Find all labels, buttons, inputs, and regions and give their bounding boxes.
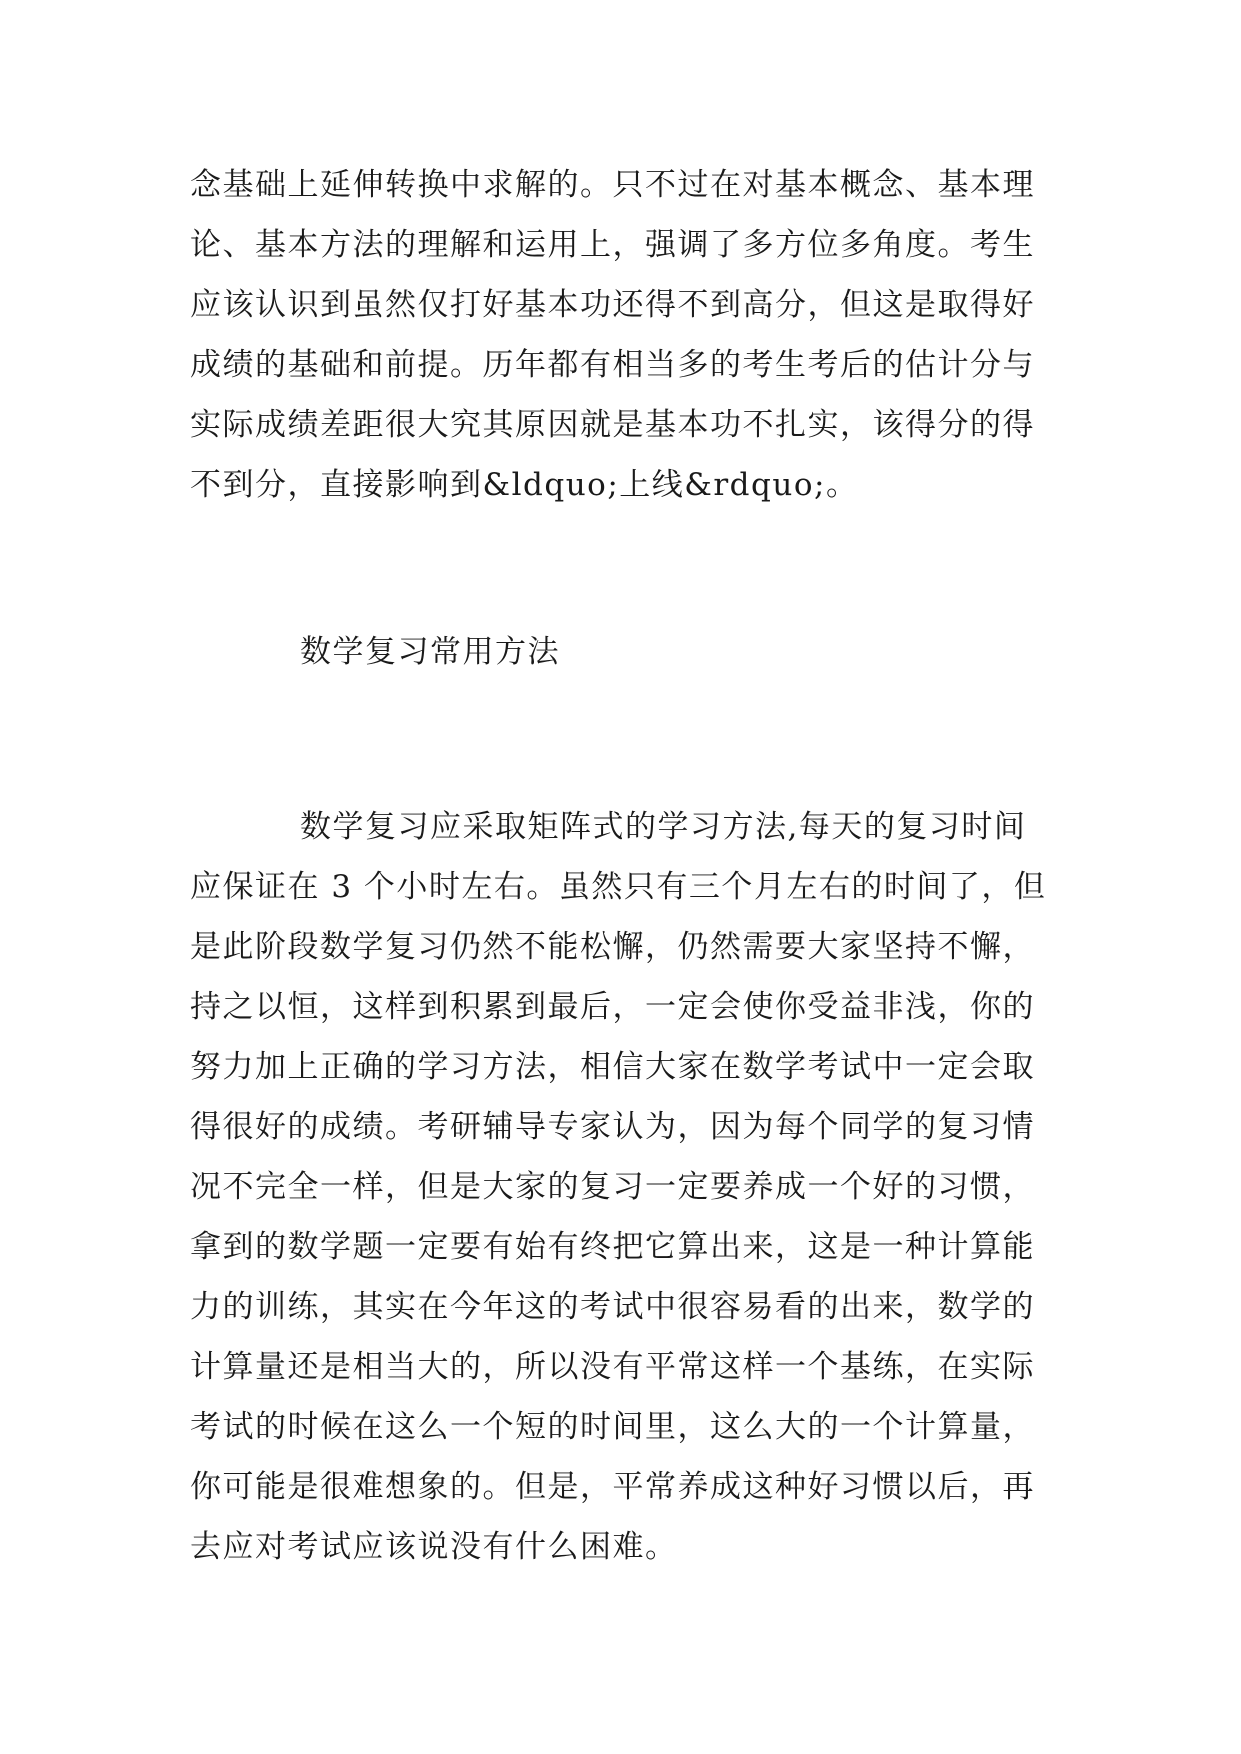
text-line: 念基础上延伸转换中求解的。只不过在对基本概念、基本理 (190, 167, 1035, 203)
text-line: 应保证在 3 个小时左右。虽然只有三个月左右的时间了，但 (190, 869, 1047, 905)
text-line: 考试的时候在这么一个短的时间里，这么大的一个计算量， (190, 1409, 1035, 1445)
text-line: 论、基本方法的理解和运用上，强调了多方位多角度。考生 (190, 227, 1035, 263)
text-line: 你可能是很难想象的。但是，平常养成这种好习惯以后，再 (190, 1469, 1035, 1505)
text-line: 拿到的数学题一定要有始有终把它算出来，这是一种计算能 (190, 1229, 1035, 1265)
text-line: 不到分，直接影响到&ldquo;上线&rdquo;。 (190, 467, 859, 503)
paragraph-2 (190, 797, 1070, 1577)
section-heading: 数学复习常用方法 (300, 634, 560, 670)
text-line: 努力加上正确的学习方法，相信大家在数学考试中一定会取 (190, 1049, 1035, 1085)
text-line: 成绩的基础和前提。历年都有相当多的考生考后的估计分与 (190, 347, 1035, 383)
text-line: 力的训练，其实在今年这的考试中很容易看的出来，数学的 (190, 1289, 1035, 1325)
text-line: 去应对考试应该说没有什么困难。 (190, 1529, 678, 1565)
text-line: 是此阶段数学复习仍然不能松懈，仍然需要大家坚持不懈， (190, 929, 1035, 965)
text-line: 况不完全一样，但是大家的复习一定要养成一个好的习惯， (190, 1169, 1035, 1205)
text-line: 实际成绩差距很大究其原因就是基本功不扎实，该得分的得 (190, 407, 1035, 443)
text-line: 得很好的成绩。考研辅导专家认为，因为每个同学的复习情 (190, 1109, 1035, 1145)
text-line: 计算量还是相当大的，所以没有平常这样一个基练，在实际 (190, 1349, 1035, 1385)
paragraph-1 (190, 155, 1070, 515)
text-line: 持之以恒，这样到积累到最后，一定会使你受益非浅，你的 (190, 989, 1035, 1025)
section-heading-block (190, 622, 1070, 682)
text-line: 数学复习应采取矩阵式的学习方法,每天的复习时间 (300, 809, 1027, 845)
text-line: 应该认识到虽然仅打好基本功还得不到高分，但这是取得好 (190, 287, 1035, 323)
